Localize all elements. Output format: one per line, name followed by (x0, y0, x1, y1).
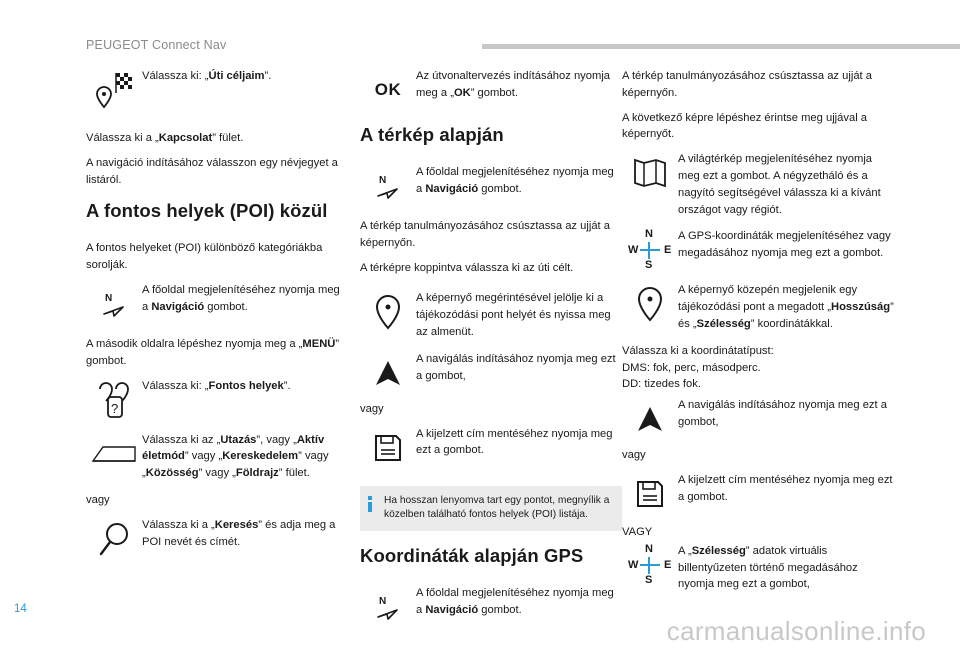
text-bold: Aktív életmód (142, 433, 325, 463)
text: gombot. (478, 603, 522, 616)
or-text: vagy (622, 449, 646, 462)
text: A GPS-koordináták megjelenítéséhez vagy megadásához nyomja meg ezt a gombot. (678, 230, 891, 260)
header-bar (482, 44, 960, 49)
poi-icon (86, 378, 142, 422)
paragraph: A fontos helyeket (POI) különböző kategóriákba sorolják. (86, 242, 323, 272)
text-bold: Utazás (220, 433, 257, 446)
search-row (86, 517, 348, 561)
save-row (622, 472, 894, 516)
column-1 (86, 68, 348, 571)
text: ”, vagy „ (256, 433, 297, 446)
text-bold: Szélesség (696, 317, 751, 330)
text: gombot. (478, 182, 522, 195)
start-nav-row (360, 351, 622, 395)
or-text: VAGY (622, 525, 653, 538)
text: Válassza ki: „ (142, 379, 209, 392)
navigation-icon (86, 282, 142, 326)
nav-home-row (86, 282, 348, 326)
info-icon (368, 496, 372, 512)
text-bold: MENÜ (302, 337, 336, 350)
svg-text:?: ? (111, 400, 119, 416)
compass-s: S (645, 259, 653, 272)
text: ” gombot. (470, 86, 518, 99)
text: Válassza ki: „ (142, 70, 209, 82)
center-point-row (622, 282, 894, 332)
text: Válassza ki a „ (86, 132, 159, 144)
watermark: carmanualsonline.info (666, 616, 926, 646)
ok-label: OK (374, 80, 402, 99)
paragraph: A navigáció indításához válasszon egy névjegyet a listáról. (86, 156, 338, 186)
navigate-arrow-icon (622, 397, 678, 441)
navigation-icon (360, 164, 416, 208)
map-point-row (360, 290, 622, 340)
text: ” koordinátákkal. (750, 317, 833, 330)
text-bold: Navigáció (425, 182, 479, 195)
text: ”. (283, 379, 291, 392)
save-icon (360, 426, 416, 470)
text-bold: Úti céljaim (208, 70, 265, 82)
text: ” fület. (212, 132, 244, 144)
destination-flag-icon (86, 68, 142, 112)
compass-w: W (628, 558, 639, 571)
column-2 (360, 68, 622, 639)
compass-e: E (664, 558, 672, 571)
text-bold: Navigáció (151, 300, 205, 313)
header-title: PEUGEOT Connect Nav (86, 38, 227, 52)
text: A „ (678, 544, 692, 557)
text: A navigálás indításához nyomja meg ezt a gombot, (678, 399, 887, 428)
text: Válassza ki a koordinátatípust: (622, 344, 774, 357)
text: A képernyő közepén megjelenik egy tájékozódási pont a megadott „ (678, 284, 858, 314)
text: ” és „ (678, 301, 894, 330)
text: ”. (264, 70, 272, 82)
text-bold: Földrajz (235, 467, 279, 480)
nav-home-row (360, 164, 622, 208)
info-note (360, 486, 622, 532)
text-bold: Szélesség (691, 544, 746, 557)
compass-icon (622, 543, 678, 587)
text: A képernyő megérintésével jelölje ki a tájékozódási pont helyét és nyissa meg az almenüt. (416, 292, 611, 338)
ok-row (360, 68, 622, 112)
section-heading-poi: A fontos helyek (POI) közül (86, 200, 328, 222)
text: A főoldal megjelenítéséhez nyomja meg a (142, 283, 340, 313)
compass-n: N (645, 228, 653, 241)
paragraph: A következő képre lépéshez érintse meg ujjával a képernyőt. (622, 111, 868, 141)
paragraph: A térképre koppintva válassza ki az úti célt. (360, 261, 574, 274)
text: ” gombot. (86, 337, 340, 367)
text: ” vagy „ (198, 467, 236, 480)
text: A navigálás indításához nyomja meg ezt a gombot, (416, 352, 616, 382)
tab-icon (86, 432, 142, 476)
text-bold: OK (453, 86, 471, 99)
text: A második oldalra lépéshez nyomja meg a „ (86, 337, 303, 350)
section-heading-gps: Koordináták alapján GPS (360, 545, 584, 567)
text-bold: Hosszúság (831, 301, 891, 314)
map-pin-icon (360, 290, 416, 334)
note-text: Ha hosszan lenyomva tart egy pontot, megnyílik a közelben található fontos helyek (POI) listája. (384, 494, 610, 521)
gps-coords-row (622, 228, 894, 272)
ok-icon (360, 68, 416, 112)
text: ” vagy „ (142, 450, 329, 480)
navigation-icon (360, 585, 416, 629)
text: Válassza ki az „ (142, 433, 221, 446)
page-number: 14 (14, 603, 27, 615)
world-map-icon (622, 151, 678, 195)
poi-select-row (86, 378, 348, 422)
compass-icon (622, 228, 678, 272)
search-icon (86, 517, 142, 561)
text-bold: Kapcsolat (158, 132, 213, 144)
text: A főoldal megjelenítéséhez nyomja meg a (416, 587, 614, 616)
svg-text:N: N (379, 175, 387, 186)
map-pin-icon (622, 282, 678, 326)
compass-n: N (645, 542, 653, 555)
text: ” adatok virtuális billentyűzeten történő megadásához nyomja meg ezt a gombot, (678, 544, 858, 591)
text: A kijelzett cím mentéséhez nyomja meg ezt a gombot. (678, 473, 893, 503)
text: DMS: fok, perc, másodperc. (622, 361, 761, 374)
text: ” fület. (278, 467, 310, 480)
paragraph: A térkép tanulmányozásához csúsztassa az ujját a képernyőn. (360, 220, 610, 249)
text: ” és adja meg a POI nevét és címét. (142, 518, 336, 548)
svg-text:N: N (105, 292, 113, 304)
world-map-row (622, 151, 894, 218)
latitude-row (622, 543, 894, 593)
my-destinations-row (86, 68, 348, 112)
text-bold: Keresés (214, 518, 259, 531)
compass-s: S (645, 573, 653, 586)
text: gombot. (204, 300, 248, 313)
nav-home-row (360, 585, 622, 629)
text: Válassza ki a „ (142, 518, 215, 531)
text-bold: Közösség (145, 467, 199, 480)
navigate-arrow-icon (360, 351, 416, 395)
text: DD: tizedes fok. (622, 378, 701, 391)
section-heading-map: A térkép alapján (360, 124, 504, 145)
save-icon (622, 472, 678, 516)
compass-w: W (628, 244, 639, 257)
column-3 (622, 68, 894, 603)
text-bold: Kereskedelem (222, 450, 299, 463)
text: A kijelzett cím mentéséhez nyomja meg ezt a gombot. (416, 427, 613, 457)
text-bold: Fontos helyek (208, 379, 284, 392)
or-text: vagy (86, 493, 110, 506)
start-nav-row (622, 397, 894, 441)
text-bold: Navigáció (425, 603, 479, 616)
tabs-row (86, 432, 348, 482)
compass-e: E (664, 244, 672, 257)
paragraph: A térkép tanulmányozásához csúsztassa az ujját a képernyőn. (622, 70, 872, 99)
text: A főoldal megjelenítéséhez nyomja meg a (416, 166, 614, 195)
text: A világtérkép megjelenítéséhez nyomja meg ezt a gombot. A négyzetháló és a nagyító segítségével válassza ki a kívánt országot vagy régiót. (678, 153, 881, 216)
text: Az útvonaltervezés indításához nyomja meg a „ (416, 70, 611, 99)
svg-text:N: N (379, 596, 387, 608)
save-row (360, 426, 622, 470)
or-text: vagy (360, 402, 384, 415)
text: ” vagy „ (184, 450, 223, 463)
